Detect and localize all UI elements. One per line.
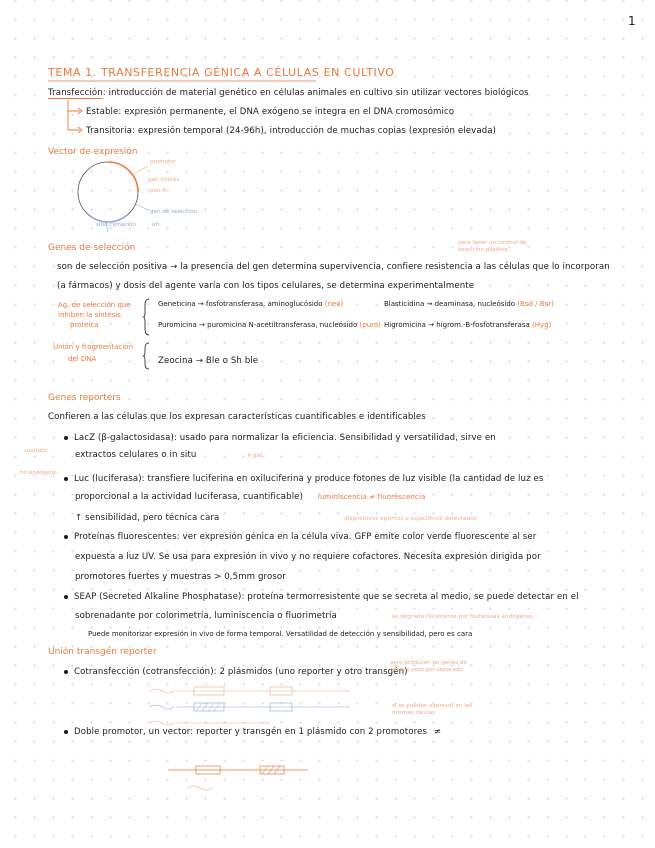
selection-side-note: para tener un control de selección positiva	[458, 240, 527, 253]
group2-brace	[143, 343, 151, 369]
reporters-heading: Genes reporters	[48, 393, 121, 403]
g1-item4-text: Higromicina → higrom.-B-fosfotransferasa	[384, 321, 530, 329]
group1-brace	[143, 299, 151, 335]
reporters-side-note-a: sustrato	[24, 448, 47, 454]
g1-item1-tag: (neo)	[324, 300, 344, 308]
bullet-icon	[64, 436, 68, 440]
union-item-2-text: Doble promotor, un vector: reporter y transgén en 1 plásmido con 2 promotores	[74, 727, 427, 737]
union-item1-note: pero producen en genes de células pero por separado	[390, 660, 467, 673]
bullet-icon	[64, 535, 68, 539]
reporter-seap-2-text: sobrenadante por colorimetría, luminiscencia o fluorimetría	[75, 611, 337, 621]
group1-label-c: proteica	[70, 321, 99, 329]
union-item-1	[64, 667, 408, 677]
bullet-icon	[64, 595, 68, 599]
vector-label-polya: poli A	[150, 188, 166, 194]
vector-label-ori: ori	[152, 222, 160, 228]
vector-label-marker: gen de selección	[150, 209, 198, 215]
reporter-gfp-2: expuesta a luz UV. Se usa para expresión in vivo y no requiere cofactores. Necesita expresión dirigida por	[75, 552, 541, 562]
union-item-2-mark: ≠	[433, 727, 442, 737]
selection-line-1: son de selección positiva → la presencia del gen determina supervivencia, confiere resistencia a las células que lo incorporan	[57, 262, 610, 272]
g1-item1-text: Geneticina → fosfotransferasa, aminoglucósido	[158, 300, 323, 308]
reporter-lacz-note: X-gal	[247, 453, 262, 459]
group2-label-b: del DNA	[68, 355, 97, 363]
reporter-luc-text: Luc (luciferasa): transfiere luciferina en oxiluciferina y produce fotones de luz visible (la cantidad de luz es	[74, 474, 544, 484]
transfection-stable: Estable: expresión permanente, el DNA exógeno se integra en el DNA cromosómico	[86, 107, 455, 117]
reporters-intro: Confieren a las células que los expresan características cuantificables e identificables	[48, 412, 426, 422]
reporter-gfp	[64, 532, 536, 542]
vector-heading: Vector de expresión	[48, 147, 138, 157]
reporters-side-note-b: no endógeno	[20, 470, 57, 476]
reporter-lacz-text: LacZ (β-galactosidasa): usado para normalizar la eficiencia. Sensibilidad y versatilidad, sirve en	[74, 433, 496, 443]
vector-label-promoter: promotor	[150, 159, 176, 165]
bracket-arrows	[66, 100, 86, 134]
bullet-icon	[64, 730, 68, 734]
reporter-luc-2	[75, 492, 425, 502]
page-title: TEMA 1. TRANSFERENCIA GÉNICA A CÉLULAS EN CULTIVO	[48, 66, 395, 79]
reporter-seap	[64, 592, 579, 602]
g1-item2-text: Blasticidina → deaminasa, nucleósido	[384, 300, 516, 308]
reporter-gfp-3: promotores fuertes y muestras > 0,5mm grosor	[75, 572, 286, 582]
reporter-luc-2-text: proporcional a la actividad luciferasa, cuantificable)	[75, 492, 304, 502]
union-heading: Unión transgén reporter	[48, 647, 157, 657]
vector-label-cloning: sitio clonación	[96, 222, 137, 228]
reporter-lacz-2-text: extractos celulares o in situ	[75, 450, 197, 460]
reporter-luc-note: luminiscencia ≠ fluorescencia	[317, 493, 426, 501]
reporter-luc-3-note: dispositivos óptimos o específicos detectados	[344, 516, 477, 522]
union-item-2	[64, 727, 441, 737]
reporter-luc-3	[75, 513, 477, 523]
vector-label-gene: gen interés	[148, 177, 180, 183]
reporter-seap-2-note: se degrada fácilmente por fosfatasas endógenas	[391, 614, 534, 620]
selection-heading: Genes de selección	[48, 243, 136, 253]
double-promoter-diagram	[168, 762, 318, 802]
union-item2-note: si se pueden expresar en las mismas células	[392, 703, 473, 716]
reporter-seap-2	[75, 611, 533, 621]
transfection-label: Transfección	[48, 88, 103, 98]
page-number: 1	[628, 14, 636, 28]
reporter-gfp-text: Proteínas fluorescentes: ver expresión génica en la célula viva. GFP emite color verde fluorescente al ser	[74, 532, 537, 542]
plasmid-diagram	[60, 152, 220, 237]
g2-item1: Zeocina → Ble o Sh ble	[158, 356, 259, 366]
g1-item3-text: Puromicina → puromicina N-acetiltransferasa, nucleósido	[158, 321, 358, 329]
reporter-luc	[64, 474, 544, 484]
title-underline	[48, 80, 318, 83]
reporter-luc-3-text: ↑ sensibilidad, pero técnica cara	[75, 513, 220, 523]
g1-item3-tag: (puro)	[359, 321, 381, 329]
transfection-line	[48, 88, 529, 98]
transfection-transient: Transitoria: expresión temporal (24-96h), introducción de muchas copias (expresión elevada)	[86, 126, 497, 136]
g1-item2	[384, 300, 554, 308]
reporter-seap-3: Puede monitorizar expresión in vivo de forma temporal. Versatilidad de detección y sensibilidad, pero es cara	[88, 630, 473, 638]
group1-label-b: inhiben la síntesis	[58, 311, 121, 319]
g1-item4	[384, 321, 551, 329]
reporter-lacz-2	[75, 450, 262, 460]
g1-item3	[158, 321, 381, 329]
group1-label-a: Ag. de selección que	[58, 301, 131, 309]
group2-label-a: Unión y fragmentación	[53, 343, 134, 351]
bullet-icon	[64, 670, 68, 674]
reporter-lacz	[64, 433, 496, 443]
selection-line-2: (a fármacos) y dosis del agente varía con los tipos celulares, se determina experimentalmente	[57, 281, 475, 291]
reporter-seap-text: SEAP (Secreted Alkaline Phosphatase): proteína termorresistente que se secreta al medio, se puede detectar en el	[74, 592, 579, 602]
g1-item1	[158, 300, 343, 308]
bullet-icon	[64, 477, 68, 481]
union-item-1-text: Cotransfección (cotransfección): 2 plásmidos (uno reporter y otro transgén)	[74, 667, 408, 677]
g1-item4-tag: (Hyg)	[531, 321, 552, 329]
transfection-definition: : introducción de material genético en células animales en cultivo sin utilizar vectores biológicos	[102, 88, 529, 98]
g1-item2-tag: (Bsd / Bsr)	[517, 300, 554, 308]
